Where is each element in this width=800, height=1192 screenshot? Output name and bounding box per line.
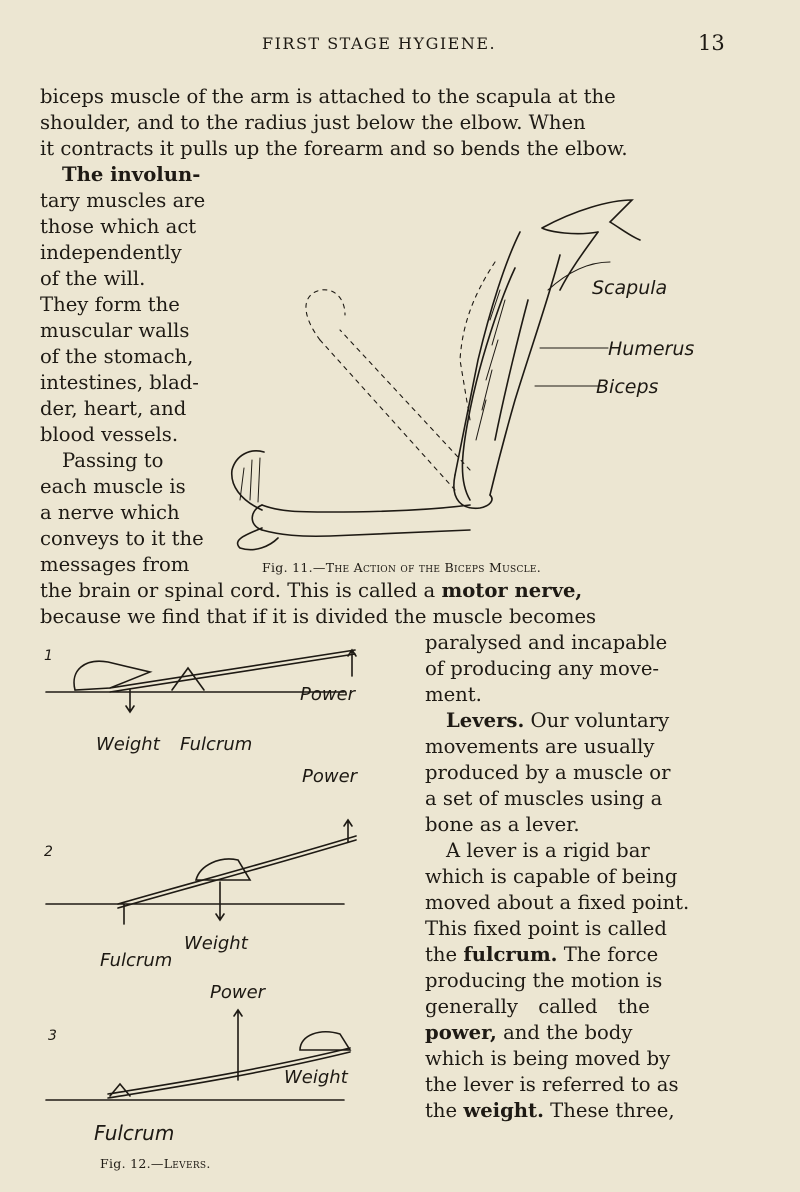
text-line: those which act — [40, 215, 197, 238]
lever-1-fulcrum — [172, 668, 204, 690]
text-line: moved about a fixed point. — [425, 891, 690, 914]
lever-2-number: 2 — [44, 844, 53, 860]
text-line: ment. — [425, 683, 482, 706]
term-weight: weight. — [463, 1099, 544, 1122]
lever-2-bar — [118, 836, 356, 908]
text-line: biceps muscle of the arm is attached to the scapula at the — [40, 85, 616, 108]
text-line: generally called the — [425, 995, 650, 1018]
text-segment: the — [425, 1099, 458, 1122]
lever-1-weight-label: Weight — [96, 734, 160, 755]
lever-3-fulcrum-label: Fulcrum — [94, 1121, 175, 1145]
text-segment: the brain or spinal cord. This is called a — [40, 579, 436, 602]
text-line: because we find that if it is divided the muscle becomes — [40, 605, 597, 628]
lever-1-weight-arrow — [126, 690, 134, 712]
text-line: conveys to it the — [40, 527, 204, 550]
label-scapula: Scapula — [592, 277, 668, 299]
text-line: a nerve which — [40, 501, 180, 524]
text-segment: Our voluntary — [530, 709, 670, 732]
text-line: which is being moved by — [425, 1047, 671, 1070]
text-line: movements are usually — [425, 735, 655, 758]
text-line: This fixed point is called — [425, 917, 667, 940]
figure-12-caption-prefix: Fig. 12.— — [100, 1156, 164, 1171]
text-line: a set of muscles using a — [425, 787, 663, 810]
lever-1-number: 1 — [44, 648, 53, 664]
text-line: Passing to — [62, 449, 164, 472]
text-line: muscular walls — [40, 319, 190, 342]
figure-12-caption-title: Levers. — [163, 1156, 211, 1171]
text-line: of producing any move- — [425, 657, 660, 680]
text-line: messages from — [40, 553, 190, 576]
text-line: of the stomach, — [40, 345, 194, 368]
text-segment: the — [425, 943, 458, 966]
term-fulcrum: fulcrum. — [463, 943, 558, 966]
text-segment: and the body — [503, 1021, 633, 1044]
lever-2 — [46, 820, 356, 924]
text-line: producing the motion is — [425, 969, 663, 992]
text-segment: These three, — [550, 1099, 675, 1122]
page-number: 13 — [698, 31, 725, 55]
lever-1-power-arrow — [348, 650, 356, 676]
running-head: FIRST STAGE HYGIENE. — [262, 34, 497, 53]
text-line: intestines, blad- — [40, 371, 199, 394]
text-line: produced by a muscle or — [425, 761, 671, 784]
term-motor-nerve: motor nerve, — [441, 579, 583, 602]
figure-11-caption-prefix: Fig. 11.— — [262, 560, 326, 575]
text-line: the lever is referred to as — [425, 1073, 679, 1096]
text-line: independently — [40, 241, 182, 264]
text-line: which is capable of being — [425, 865, 678, 888]
text-line: der, heart, and — [40, 397, 187, 420]
section-heading-levers: Levers. — [446, 709, 525, 732]
text-line: paralysed and incapable — [425, 631, 668, 654]
lever-3-number: 3 — [48, 1028, 57, 1044]
text-line: shoulder, and to the radius just below the elbow. When — [40, 111, 586, 134]
lever-2-fulcrum-label: Fulcrum — [100, 950, 173, 971]
lever-2-weight-arrow — [216, 882, 224, 920]
term-power: power, — [425, 1021, 497, 1044]
label-biceps: Biceps — [596, 376, 659, 398]
text-line: The involun- — [62, 163, 201, 186]
text-line: bone as a lever. — [425, 813, 580, 836]
text-line: A lever is a rigid bar — [446, 839, 650, 862]
lever-1-weight — [74, 661, 150, 690]
text-line: blood vessels. — [40, 423, 179, 446]
lever-3-power-arrow — [234, 1010, 242, 1080]
text-line: it contracts it pulls up the forearm and so bends the elbow. — [40, 137, 628, 160]
text-line: tary muscles are — [40, 189, 206, 212]
text-line: They form the — [40, 293, 180, 316]
lever-1-fulcrum-label: Fulcrum — [180, 734, 253, 755]
figure-11-caption-title: The Action of the Biceps Muscle. — [325, 560, 542, 575]
lever-3-weight-label: Weight — [284, 1067, 348, 1088]
lever-2-weight-label: Weight — [184, 933, 248, 954]
text-segment: The force — [563, 943, 659, 966]
label-humerus: Humerus — [608, 338, 695, 360]
lever-3-weight — [300, 1032, 350, 1050]
text-line: of the will. — [40, 267, 146, 290]
lever-3-power-label: Power — [210, 982, 266, 1003]
lever-2-power-label: Power — [302, 766, 358, 787]
text-line: each muscle is — [40, 475, 186, 498]
lever-1-power-label: Power — [300, 684, 356, 705]
